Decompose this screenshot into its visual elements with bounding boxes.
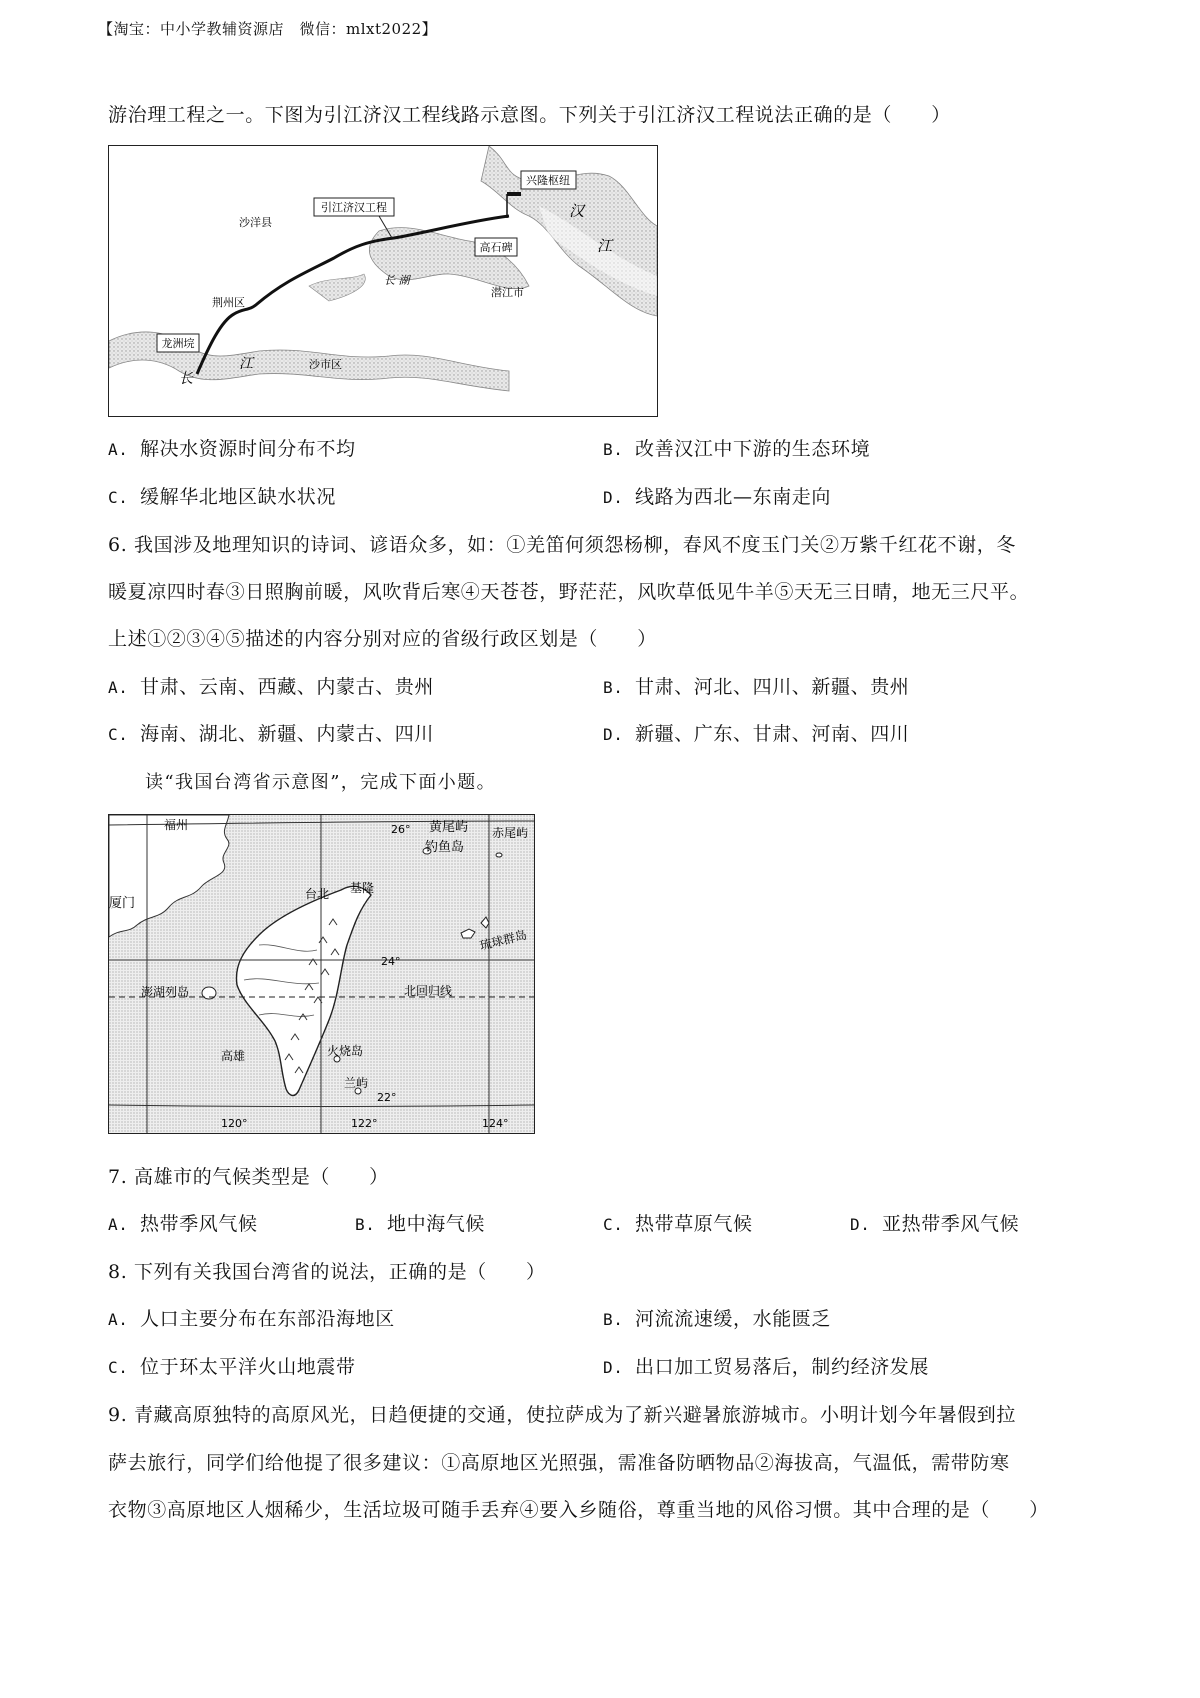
- label-shayang: 沙洋县: [239, 216, 272, 229]
- label-lon120: 120°: [221, 1117, 248, 1130]
- label-xiamen: 厦门: [109, 896, 136, 911]
- label-lat24: 24°: [381, 955, 401, 968]
- q6-stem-line1: 6. 我国涉及地理知识的诗词、谚语众多，如：①羌笛何须怨杨柳，春风不度玉门关②万紫千红花不谢，冬: [108, 534, 1016, 556]
- option-text: 新疆、广东、甘肃、河南、四川: [635, 723, 910, 745]
- q5-stem: 游治理工程之一。下图为引江济汉工程线路示意图。下列关于引江济汉工程说法正确的是（ ）: [108, 104, 951, 126]
- option-key: B.: [603, 678, 624, 697]
- yinjiangjihan-map: [108, 145, 658, 417]
- q8-option-b[interactable]: [603, 1304, 831, 1331]
- q6-stem-line2: 暖夏凉四时春③日照胸前暖，风吹背后寒④天苍苍，野茫茫，风吹草低见牛羊⑤天无三日晴，地无三尺平。: [108, 581, 1030, 603]
- q7-stem: 7. 高雄市的气候类型是（ ）: [108, 1166, 389, 1188]
- label-gaoshibei: 高石碑: [479, 241, 513, 254]
- taiwan-intro: 读“我国台湾省示意图”，完成下面小题。: [145, 772, 497, 793]
- option-text: 河流流速缓，水能匮乏: [635, 1308, 832, 1330]
- label-lanyu: 兰屿: [344, 1076, 369, 1090]
- q7-option-c[interactable]: [603, 1209, 753, 1236]
- option-text: 热带季风气候: [140, 1213, 258, 1235]
- label-lon124: 124°: [482, 1117, 509, 1130]
- label-jilong: 基隆: [350, 881, 375, 895]
- option-text: 甘肃、云南、西藏、内蒙古、贵州: [140, 676, 435, 698]
- label-lat26: 26°: [391, 823, 411, 836]
- q7-option-a[interactable]: [108, 1209, 258, 1236]
- option-text: 线路为西北—东南走向: [635, 486, 832, 508]
- q6-option-c[interactable]: [108, 719, 434, 746]
- label-lat22: 22°: [377, 1091, 397, 1104]
- label-huangwei: 黄尾屿: [429, 820, 469, 835]
- option-key: D.: [603, 1358, 624, 1377]
- option-key: A.: [108, 440, 129, 459]
- label-lon122: 122°: [351, 1117, 378, 1130]
- option-text: 位于环太平洋火山地震带: [140, 1356, 356, 1378]
- label-penghu: 澎湖列岛: [141, 985, 190, 999]
- q7-option-d[interactable]: [850, 1209, 1019, 1236]
- option-key: D.: [850, 1215, 871, 1234]
- q6-option-d[interactable]: [603, 719, 909, 746]
- option-text: 人口主要分布在东部沿海地区: [140, 1308, 395, 1330]
- label-ryukyu: 琉球群岛: [478, 927, 529, 953]
- q8-stem: 8. 下列有关我国台湾省的说法，正确的是（ ）: [108, 1261, 546, 1283]
- label-qianjiang: 潜江市: [491, 286, 524, 299]
- label-project: 引江济汉工程: [321, 201, 387, 214]
- option-text: 解决水资源时间分布不均: [140, 438, 356, 460]
- option-text: 海南、湖北、新疆、内蒙古、四川: [140, 723, 435, 745]
- label-tropic: 北回归线: [404, 984, 453, 998]
- option-text: 出口加工贸易落后，制约经济发展: [635, 1356, 930, 1378]
- label-fuzhou: 福州: [164, 818, 189, 832]
- q6-option-a[interactable]: [108, 672, 434, 699]
- label-han: 汉: [569, 202, 585, 220]
- option-key: C.: [108, 725, 129, 744]
- label-longzhou: 龙洲垸: [161, 337, 195, 350]
- label-shashi: 沙市区: [309, 358, 342, 371]
- label-gaoxiong: 高雄: [221, 1049, 246, 1063]
- q8-option-d[interactable]: [603, 1352, 929, 1379]
- label-changhu: 长 湖: [384, 274, 410, 287]
- option-key: B.: [603, 440, 624, 459]
- label-xinglong: 兴隆枢纽: [526, 174, 570, 187]
- q9-stem-line3: 衣物③高原地区人烟稀少，生活垃圾可随手丢弃④要入乡随俗，尊重当地的风俗习惯。其中合理的是（ ）: [108, 1499, 1049, 1521]
- q7-option-b[interactable]: [355, 1209, 485, 1236]
- q9-stem-line1: 9. 青藏高原独特的高原风光，日趋便捷的交通，使拉萨成为了新兴避暑旅游城市。小明计划今年暑假到拉: [108, 1404, 1016, 1426]
- label-chiwei: 赤尾屿: [492, 826, 529, 840]
- option-key: C.: [603, 1215, 624, 1234]
- label-chang: 长: [179, 371, 193, 387]
- label-jiang-left: 江: [239, 356, 253, 372]
- label-huoshao: 火烧岛: [327, 1044, 364, 1058]
- q8-option-a[interactable]: [108, 1304, 395, 1331]
- option-key: B.: [355, 1215, 376, 1234]
- option-text: 地中海气候: [387, 1213, 486, 1235]
- q5-option-d[interactable]: [603, 482, 831, 509]
- option-text: 改善汉江中下游的生态环境: [635, 438, 871, 460]
- option-key: B.: [603, 1310, 624, 1329]
- option-text: 甘肃、河北、四川、新疆、贵州: [635, 676, 910, 698]
- q5-option-c[interactable]: [108, 482, 336, 509]
- q6-stem-line3: 上述①②③④⑤描述的内容分别对应的省级行政区划是（ ）: [108, 628, 657, 650]
- label-jiang-right: 江: [597, 237, 613, 255]
- label-taibei: 台北: [305, 887, 330, 901]
- q6-option-b[interactable]: [603, 672, 909, 699]
- option-key: A.: [108, 678, 129, 697]
- q8-option-c[interactable]: [108, 1352, 356, 1379]
- option-text: 热带草原气候: [635, 1213, 753, 1235]
- label-jingzhou: 荆州区: [212, 296, 245, 309]
- taiwan-map: [108, 814, 535, 1134]
- option-text: 亚热带季风气候: [882, 1213, 1020, 1235]
- label-diaoyu: 钓鱼岛: [425, 840, 465, 855]
- q9-stem-line2: 萨去旅行，同学们给他提了很多建议：①高原地区光照强，需准备防晒物品②海拔高，气温低，需带防寒: [108, 1452, 1010, 1474]
- option-key: A.: [108, 1310, 129, 1329]
- option-key: D.: [603, 488, 624, 507]
- option-key: C.: [108, 1358, 129, 1377]
- option-key: D.: [603, 725, 624, 744]
- option-key: A.: [108, 1215, 129, 1234]
- option-key: C.: [108, 488, 129, 507]
- q5-option-b[interactable]: [603, 434, 870, 461]
- option-text: 缓解华北地区缺水状况: [140, 486, 337, 508]
- q5-option-a[interactable]: [108, 434, 356, 461]
- watermark: 【淘宝：中小学教辅资源店 微信：mlxt2022】: [98, 20, 438, 38]
